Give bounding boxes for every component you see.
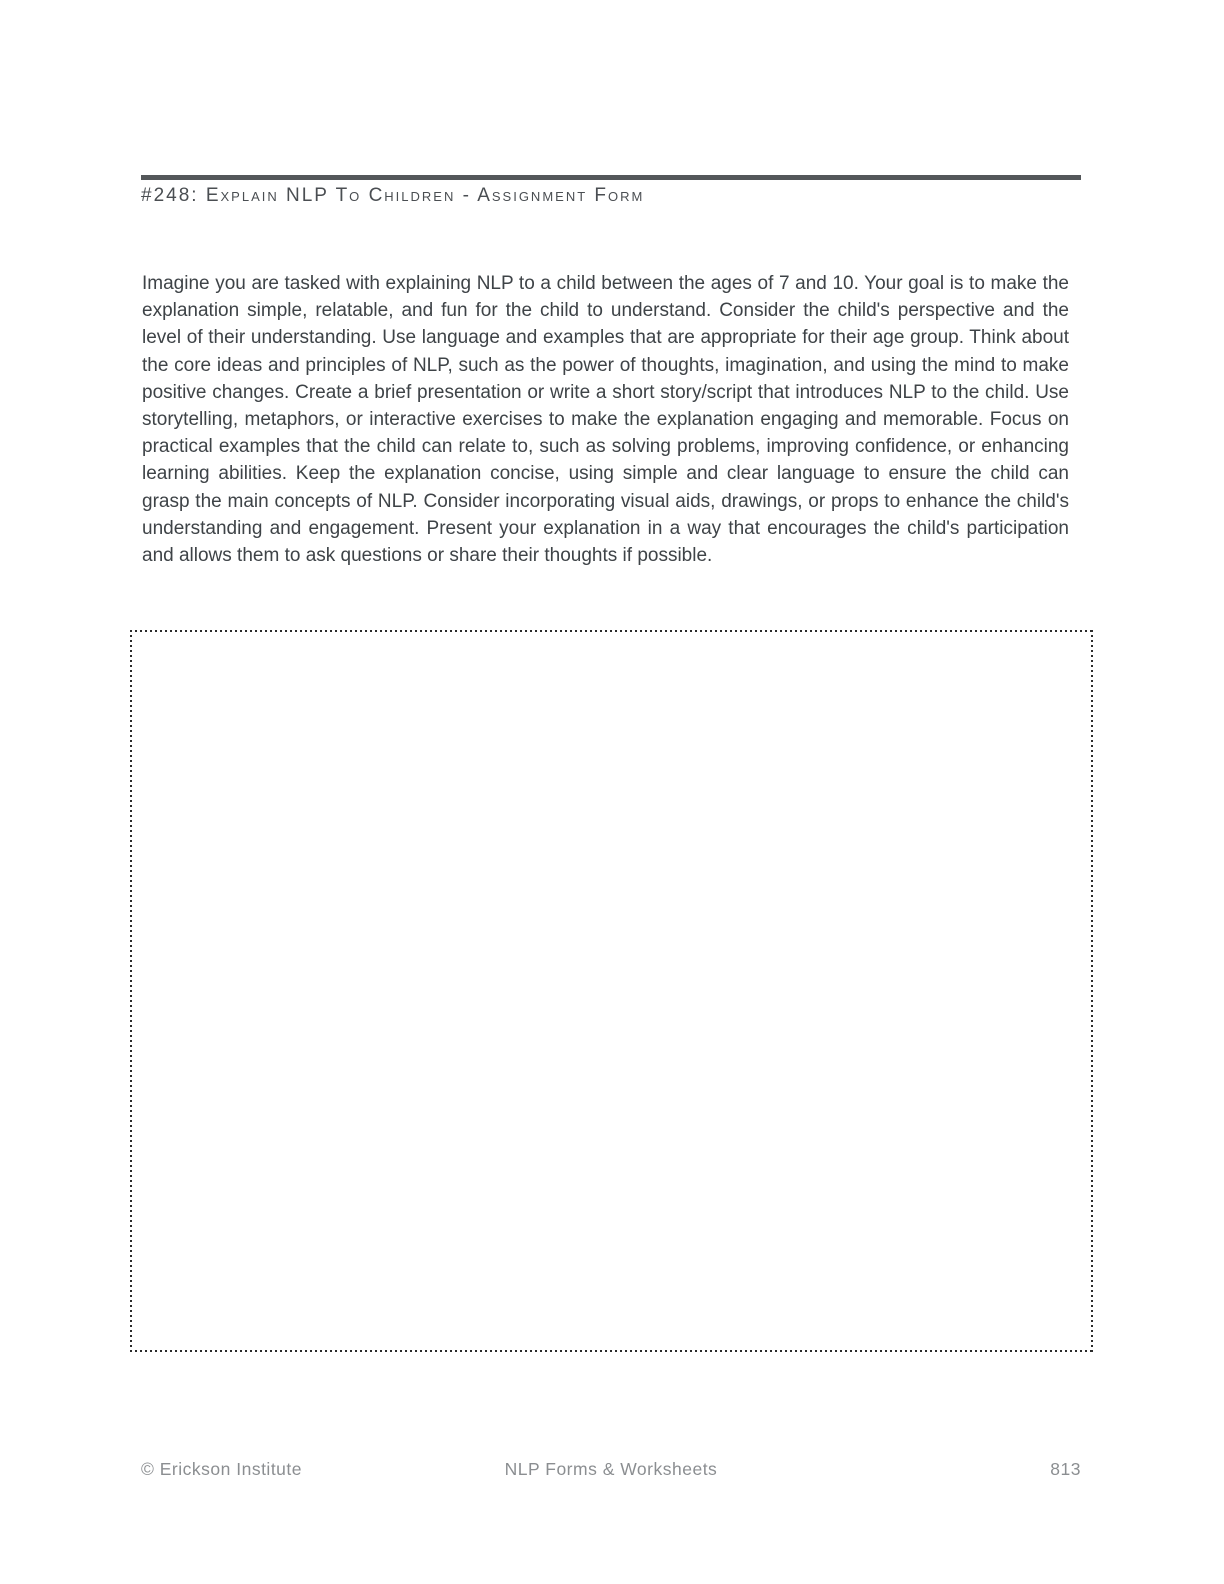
header-rule: [141, 175, 1081, 180]
page-title: #248: Explain NLP To Children - Assignment Form: [141, 185, 645, 206]
footer-copyright: © Erickson Institute: [141, 1459, 303, 1479]
assignment-prompt: Imagine you are tasked with explaining NLP to a child between the ages of 7 and 10. Your goal is to make the explanation simple, relatable, and fun for the child to understand. Consider the child's perspective and the level of their understanding. Use language and examples that are appropriate for their age group. Think about the core ideas and principles of NLP, such as the power of thoughts, imagination, and using the mind to make positive changes. Create a brief presentation or write a short story/script that introduces NLP to the child. Use storytelling, metaphors, or interactive exercises to make the explanation engaging and memorable. Focus on practical examples that the child can relate to, such as solving problems, improving confidence, or enhancing learning abilities. Keep the explanation concise, using simple and clear language to ensure the child can grasp the main concepts of NLP. Consider incorporating visual aids, drawings, or props to enhance the child's understanding and engagement. Present your explanation in a way that encourages the child's participation and allows them to ask questions or share their thoughts if possible.: [142, 273, 1069, 567]
page-footer: [141, 1459, 1081, 1480]
answer-writing-area[interactable]: [130, 630, 1093, 1352]
footer-book-title: NLP Forms & Worksheets: [504, 1459, 718, 1479]
footer-page-number: 813: [1050, 1459, 1081, 1479]
